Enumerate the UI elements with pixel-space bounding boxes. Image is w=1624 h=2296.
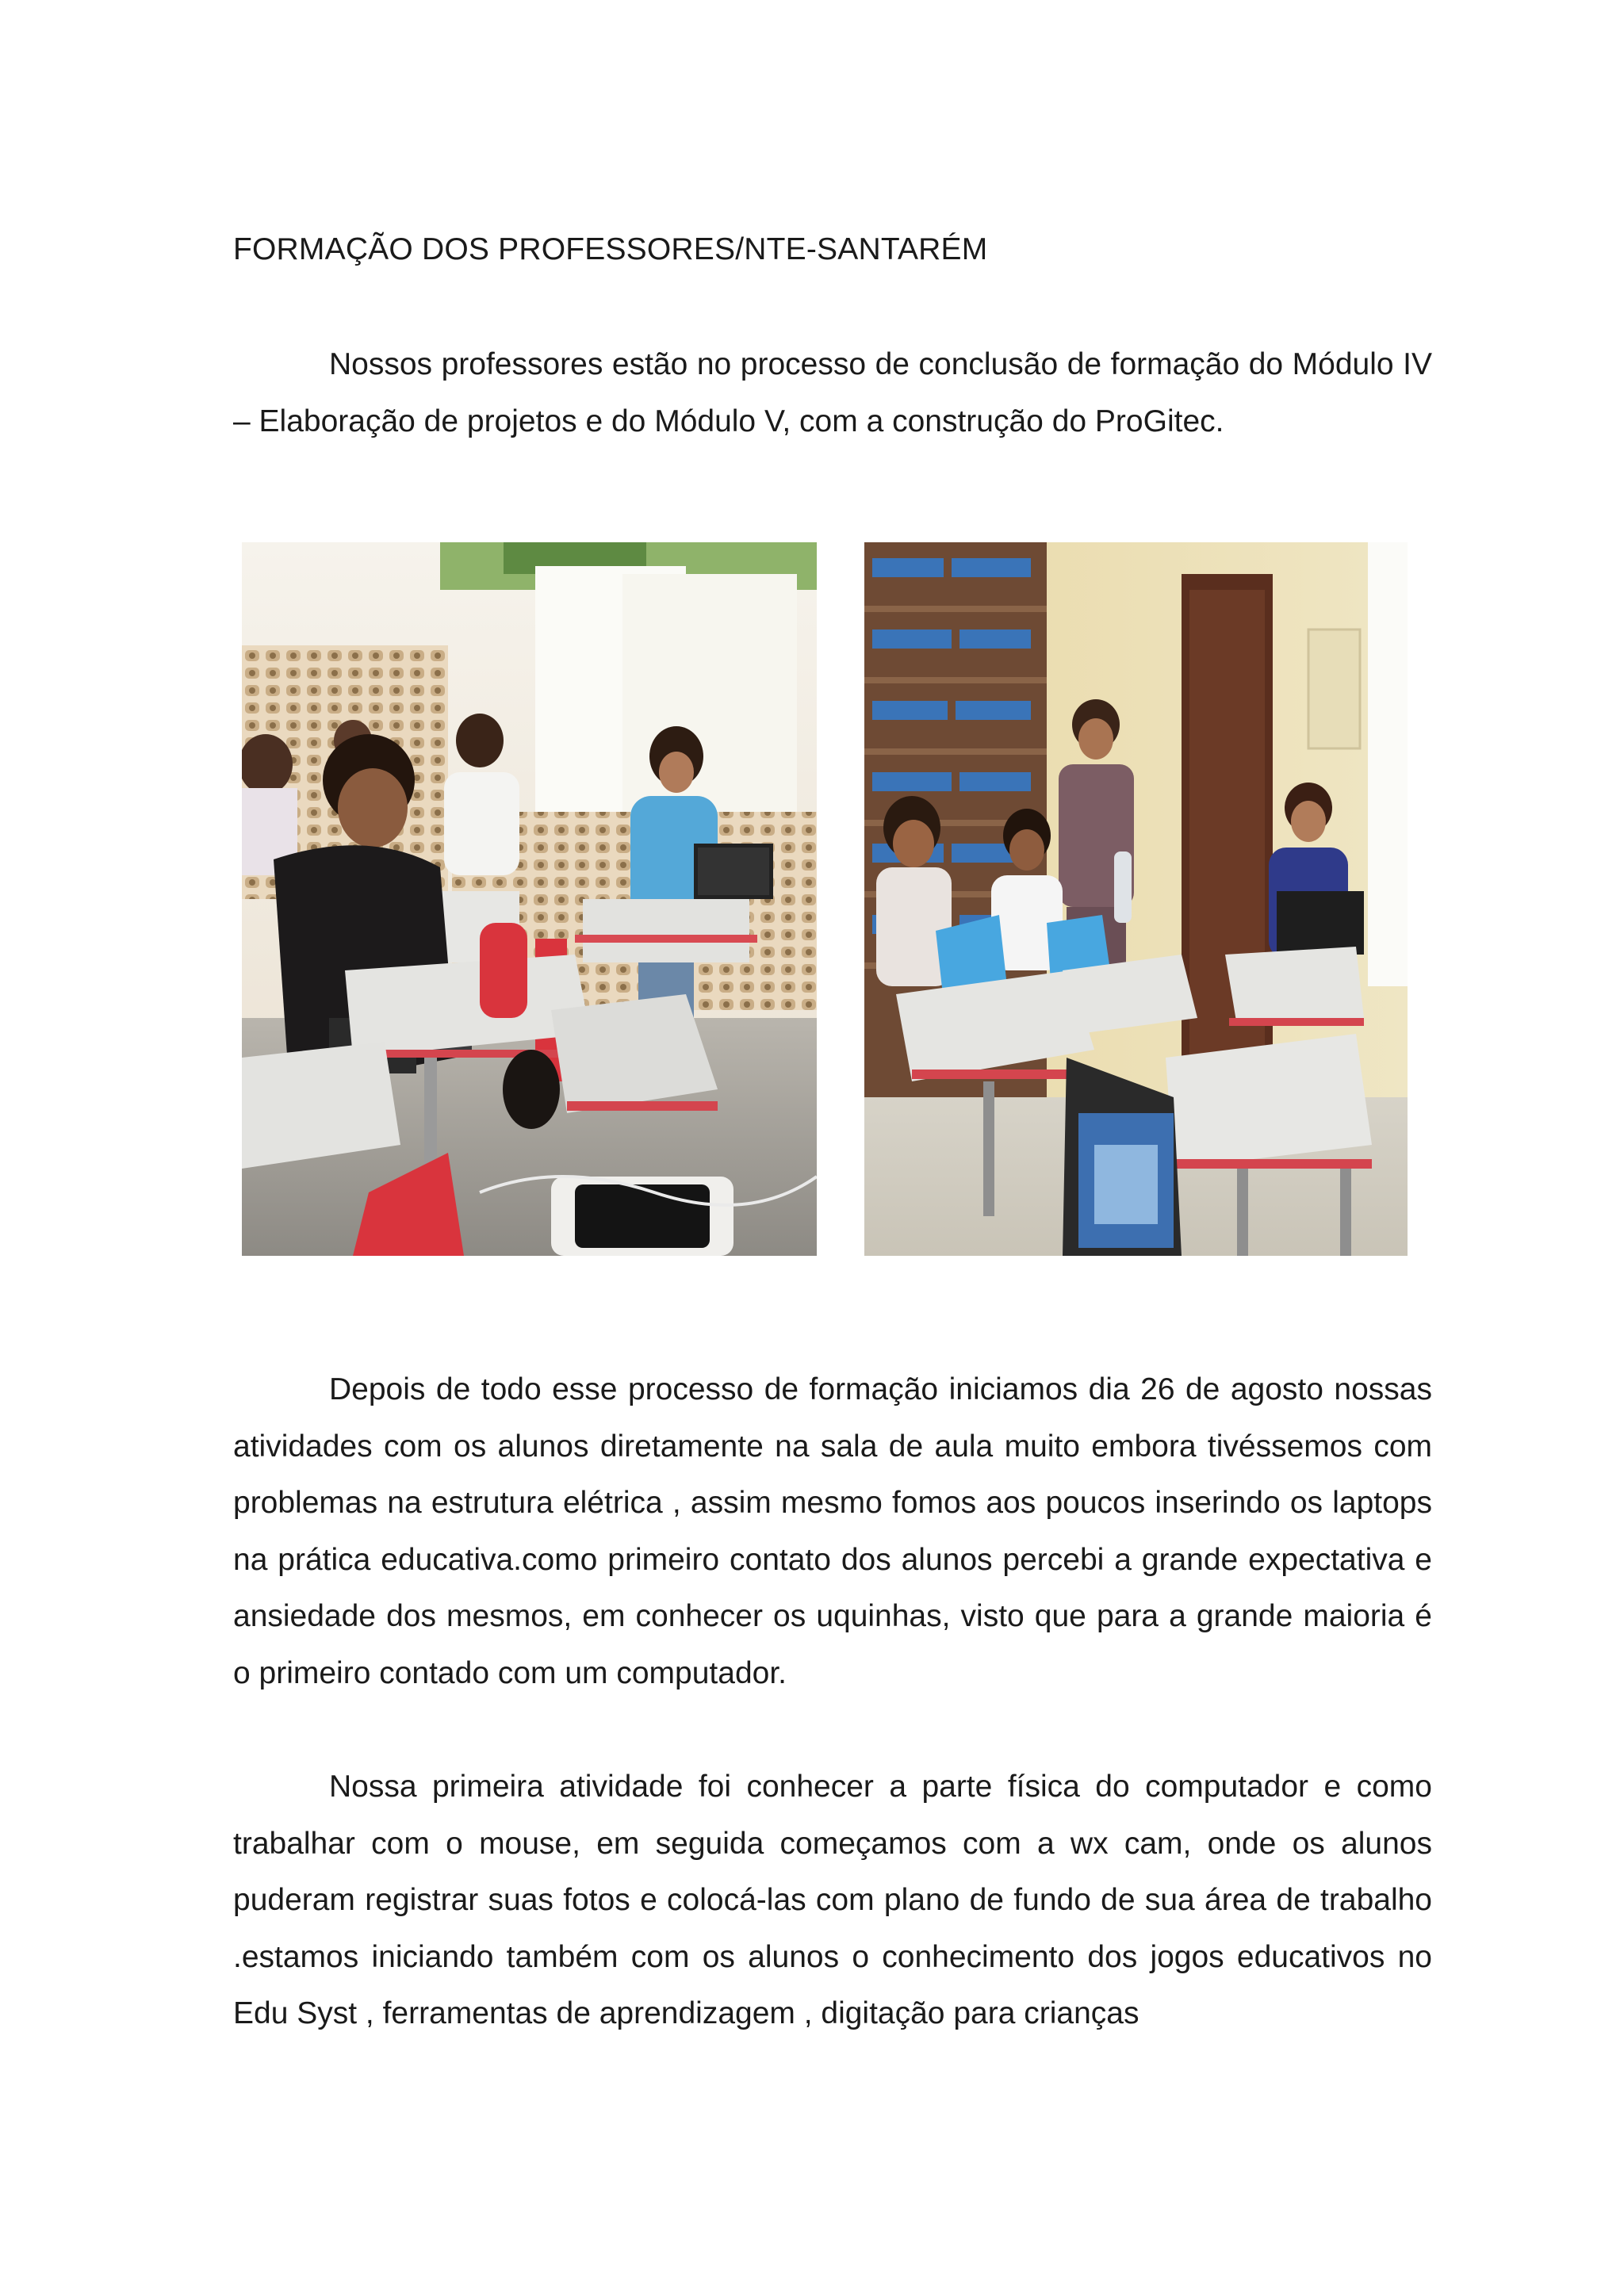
photo-teachers-classroom-right (864, 542, 1408, 1256)
photo-teachers-classroom-left (242, 542, 817, 1256)
document-heading: FORMAÇÃO DOS PROFESSORES/NTE-SANTARÉM (233, 232, 988, 266)
paragraph-3: Nossa primeira atividade foi conhecer a parte física do computador e como trabalhar com o mouse, em seguida começamos com a wx cam, onde os alunos puderam registrar suas fotos e colocá-las com plano de fundo de sua área de trabalho .estamos iniciando também com os alunos o conhecimento dos jogos educativos no Edu Syst , ferramentas de aprendizagem , digitação para crianças (233, 1770, 1432, 2030)
paragraph-2: Depois de todo esse processo de formação iniciamos dia 26 de agosto nossas atividades com os alunos diretamente na sala de aula muito embora tivéssemos com problemas na estrutura elétrica , assim mesmo fomos aos poucos inserindo os laptops na prática educativa.como primeiro contato dos alunos percebi a grande expectativa e ansiedade dos mesmos, em conhecer os uquinhas, visto que para a grande maioria é o primeiro contado com um computador. (233, 1372, 1432, 1690)
paragraph-1: Nossos professores estão no processo de conclusão de formação do Módulo IV – Elaboração de projetos e do Módulo V, com a construção do ProGitec. (233, 347, 1432, 438)
